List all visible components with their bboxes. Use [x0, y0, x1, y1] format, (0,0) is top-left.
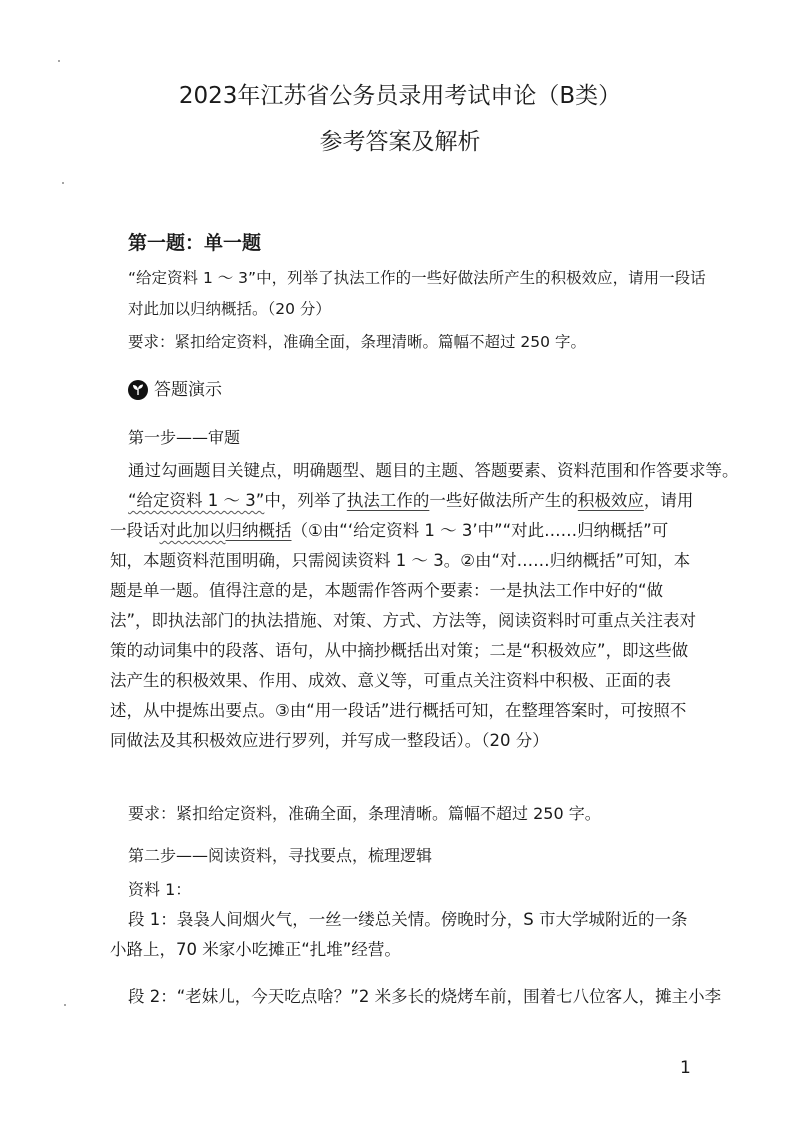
- question-requirement: 要求：紧扣给定资料，准确全面，条理清晰。篇幅不超过 250 字。: [128, 333, 586, 351]
- keyword-effect: 积极效应: [577, 491, 644, 510]
- material-paragraph-1: 段 1：袅袅人间烟火气，一丝一缕总关情。傍晚时分，S 市大学城附近的一条小路上，70 米家小吃摊正“扎堆”经营。: [110, 910, 688, 959]
- question-text-line2: 对此加以归纳概括。（20 分）: [128, 300, 331, 318]
- step1-intro: 通过勾画题目关键点，明确题型、题目的主题、答题要素、资料范围和作答要求等。: [128, 461, 739, 480]
- material-paragraph-2: 段 2：“老妹儿，今天吃点啥？”2 米多长的烧烤车前，围着七八位客人，摊主小李: [128, 987, 722, 1006]
- step1-requirement: 要求：紧扣给定资料，准确全面，条理清晰。篇幅不超过 250 字。: [128, 804, 601, 823]
- keyword-material-range: “给定资料 1 ～ 3”: [128, 491, 265, 510]
- material-label: 资料 1：: [128, 880, 192, 899]
- document-subtitle: 参考答案及解析: [319, 129, 481, 155]
- question-heading: 第一题：单一题: [128, 232, 262, 254]
- answer-demo-label: [128, 378, 222, 402]
- question-text-line1: “给定资料 1 ～ 3”中，列举了执法工作的一些好做法所产生的积极效应，请用一段话: [128, 269, 706, 287]
- step1-heading: 第一步——审题: [128, 428, 241, 447]
- scan-speck: [62, 182, 64, 184]
- step2-heading: 第二步——阅读资料，寻找要点，梳理逻辑: [128, 846, 433, 865]
- keyword-question-type: 归纳概括: [225, 521, 292, 540]
- keyword-topic: 执法工作的: [346, 491, 430, 510]
- step1-analysis: （①由“‘给定资料 1 ～ 3’中”“对此……归纳概括”可知，本题资料范围明确，只需阅读资料 1 ～ 3。②由“对……归纳概括”可知，本题是单一题。值得注意的是，本题需作答两个要素：一是执法工作中好的“做法”，即执法部门的执法措施、对策、方式、方法等，阅读资料时可重点关注表对策的动词集中的段落、语句，从中摘抄概括出对策；二是“积极效应”，即这些做法产生的积极效果、作用、成效、意义等，可重点关注资料中积极、正面的表述，从中提炼出要点。③由“用一段话”进行概括可知，在整理答案时，可按照不同做法及其积极效应进行罗列，并写成一整段话）。（20 分）: [110, 521, 697, 750]
- step1-analysis-paragraph: “给定资料 1 ～ 3”中，列举了执法工作的一些好做法所产生的积极效应，请用一段话对此加以归纳概括（①由“‘给定资料 1 ～ 3’中”“对此……归纳概括”可知，本题资料范围明确，只需阅读资料 1 ～ 3。②由“对……归纳概括”可知，本题是单一题。值得注意的是，本题需作答两个要素：一是执法工作中好的“做法”，即执法部门的执法措施、对策、方式、方法等，阅读资料时可重点关注表对策的动词集中的段落、语句，从中摘抄概括出对策；二是“积极效应”，即这些做法产生的积极效果、作用、成效、意义等，可重点关注资料中积极、正面的表述，从中提炼出要点。③由“用一段话”进行概括可知，在整理答案时，可按照不同做法及其积极效应进行罗列，并写成一整段话）。（20 分）: [110, 491, 697, 750]
- scan-speck: [64, 1004, 66, 1006]
- scan-speck: [58, 60, 60, 62]
- document-title: 2023年江苏省公务员录用考试申论（B类）: [178, 83, 622, 109]
- answer-demo-text: 答题演示: [154, 380, 222, 400]
- page-number: 1: [680, 1058, 691, 1078]
- leaf-icon: [128, 380, 148, 400]
